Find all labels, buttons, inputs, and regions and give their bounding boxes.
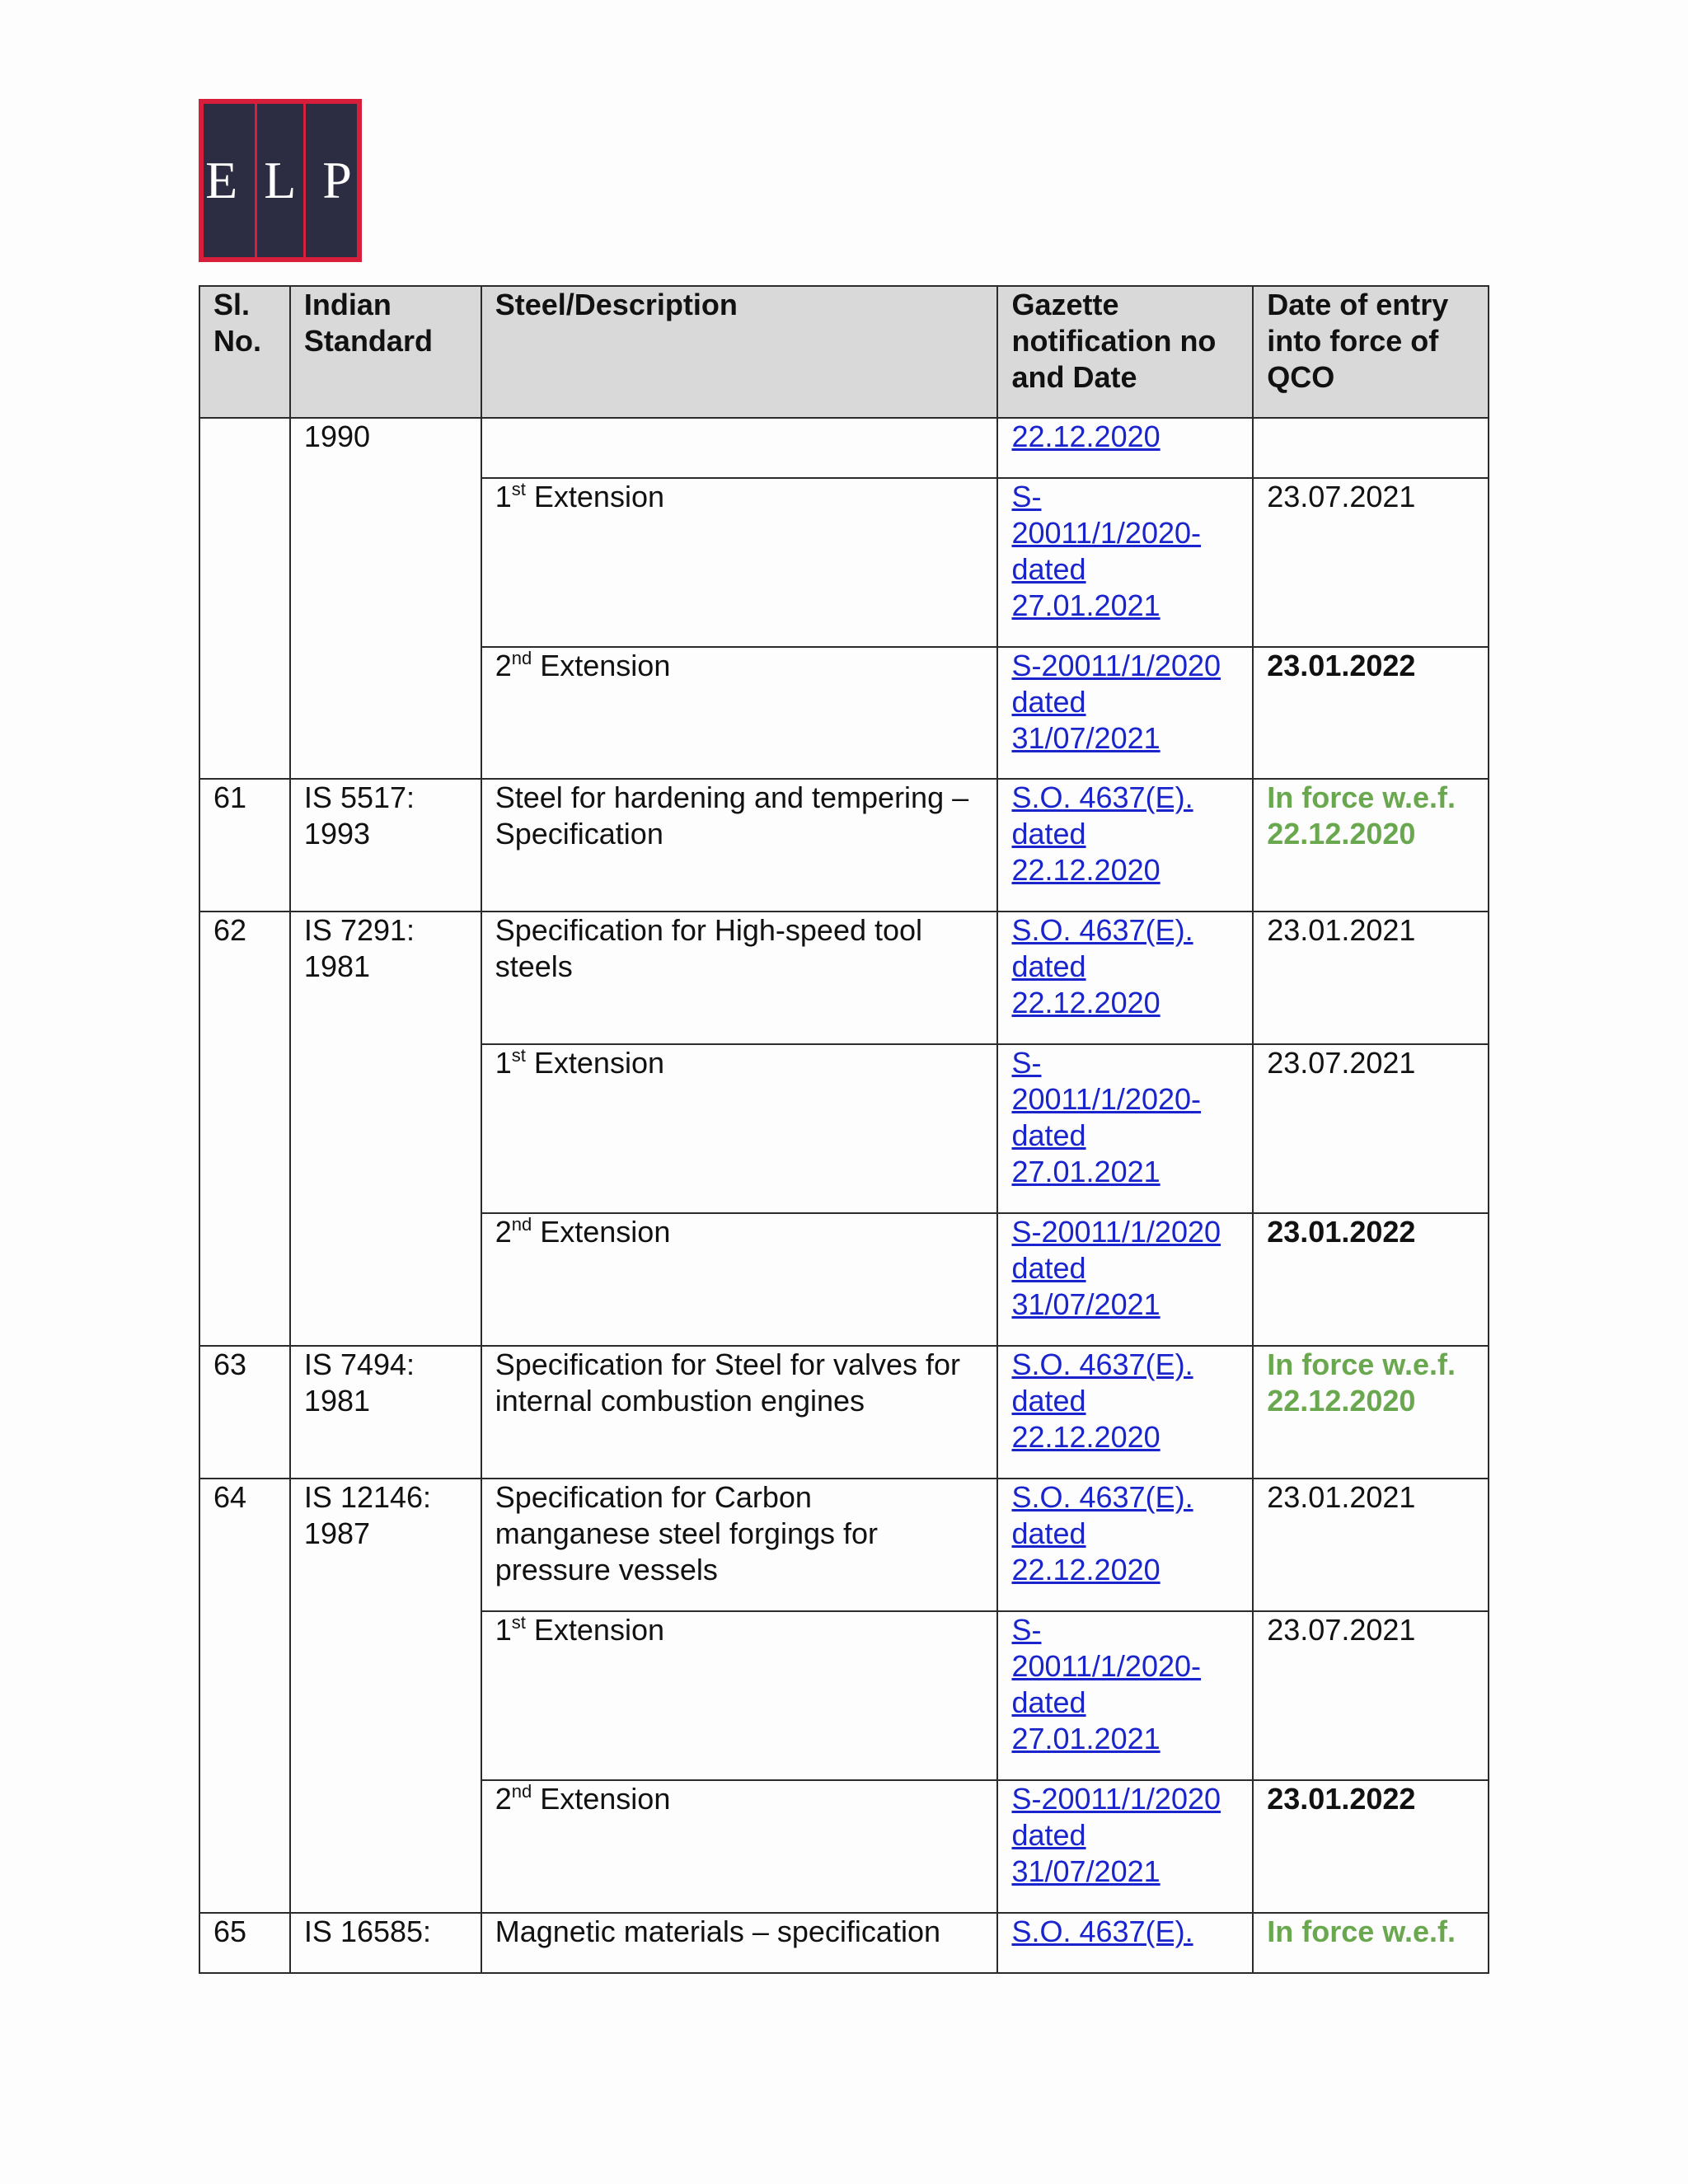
gazette-cell xyxy=(997,1780,1253,1913)
gazette-cell xyxy=(997,1346,1253,1479)
gazette-cell xyxy=(997,418,1253,478)
entry-cell: 23.07.2021 xyxy=(1253,1044,1489,1213)
header-gazette: Gazette notification no and Date xyxy=(997,286,1253,418)
logo-letter: L xyxy=(264,151,300,209)
gazette-link[interactable]: S.O. 4637(E). xyxy=(1011,1915,1193,1948)
entry-cell: In force w.e.f. 22.12.2020 xyxy=(1253,1346,1489,1479)
gazette-cell xyxy=(997,1213,1253,1346)
logo-divider xyxy=(303,104,306,257)
table-row xyxy=(199,1479,1489,1611)
sl-cell: 64 xyxy=(199,1479,290,1913)
gazette-link[interactable]: S-20011/1/2020 dated 31/07/2021 xyxy=(1011,1215,1221,1321)
header-description: Steel/Description xyxy=(481,286,998,418)
sl-cell: 61 xyxy=(199,779,290,912)
entry-cell xyxy=(1253,418,1489,478)
gazette-link[interactable]: S-20011/1/2020 dated 31/07/2021 xyxy=(1011,649,1221,755)
entry-cell: 23.01.2022 xyxy=(1253,1780,1489,1913)
standard-cell: IS 7494: 1981 xyxy=(290,1346,481,1479)
gazette-cell xyxy=(997,478,1253,647)
sl-cell xyxy=(199,418,290,779)
sl-cell: 62 xyxy=(199,912,290,1346)
entry-cell: In force w.e.f. 22.12.2020 xyxy=(1253,779,1489,912)
entry-cell: 23.01.2022 xyxy=(1253,647,1489,779)
entry-cell: In force w.e.f. xyxy=(1253,1913,1489,1973)
gazette-cell xyxy=(997,912,1253,1044)
gazette-cell xyxy=(997,1913,1253,1973)
description-cell: 2nd Extension xyxy=(481,1213,998,1346)
entry-cell: 23.01.2021 xyxy=(1253,912,1489,1044)
standard-cell: IS 5517: 1993 xyxy=(290,779,481,912)
gazette-cell xyxy=(997,1044,1253,1213)
qco-table xyxy=(199,285,1489,1974)
logo-letter: E xyxy=(205,151,241,209)
gazette-link[interactable]: S- 20011/1/2020- dated 27.01.2021 xyxy=(1011,1613,1202,1755)
description-cell: 1st Extension xyxy=(481,1611,998,1780)
table-row xyxy=(199,779,1489,912)
elp-logo xyxy=(199,99,362,262)
sl-cell: 63 xyxy=(199,1346,290,1479)
description-cell: Specification for High-speed tool steels xyxy=(481,912,998,1044)
gazette-cell xyxy=(997,1479,1253,1611)
gazette-cell xyxy=(997,779,1253,912)
logo-letter: P xyxy=(322,151,355,209)
description-cell: 2nd Extension xyxy=(481,1780,998,1913)
standard-cell: 1990 xyxy=(290,418,481,779)
description-cell: 2nd Extension xyxy=(481,647,998,779)
gazette-link[interactable]: S- 20011/1/2020- dated 27.01.2021 xyxy=(1011,480,1202,622)
gazette-link[interactable]: S-20011/1/2020 dated 31/07/2021 xyxy=(1011,1782,1221,1888)
description-cell xyxy=(481,418,998,478)
header-sl-no: Sl. No. xyxy=(199,286,290,418)
logo-text xyxy=(205,150,355,211)
gazette-link[interactable]: S- 20011/1/2020- dated 27.01.2021 xyxy=(1011,1046,1202,1188)
gazette-link[interactable]: S.O. 4637(E). dated 22.12.2020 xyxy=(1011,780,1193,887)
table-row xyxy=(199,1913,1489,1973)
description-cell: 1st Extension xyxy=(481,1044,998,1213)
gazette-cell xyxy=(997,1611,1253,1780)
logo-divider xyxy=(255,104,257,257)
description-cell: Specification for Steel for valves for internal combustion engines xyxy=(481,1346,998,1479)
description-cell: 1st Extension xyxy=(481,478,998,647)
table-row xyxy=(199,1346,1489,1479)
table-row xyxy=(199,418,1489,478)
sl-cell: 65 xyxy=(199,1913,290,1973)
standard-cell: IS 7291: 1981 xyxy=(290,912,481,1346)
gazette-link[interactable]: S.O. 4637(E). dated 22.12.2020 xyxy=(1011,1347,1193,1454)
standard-cell: IS 16585: xyxy=(290,1913,481,1973)
entry-cell: 23.01.2021 xyxy=(1253,1479,1489,1611)
table-header-row xyxy=(199,286,1489,418)
entry-cell: 23.01.2022 xyxy=(1253,1213,1489,1346)
header-entry-date: Date of entry into force of QCO xyxy=(1253,286,1489,418)
header-indian-standard: Indian Standard xyxy=(290,286,481,418)
gazette-link[interactable]: S.O. 4637(E). dated 22.12.2020 xyxy=(1011,913,1193,1019)
entry-cell: 23.07.2021 xyxy=(1253,1611,1489,1780)
description-cell: Steel for hardening and tempering – Specification xyxy=(481,779,998,912)
gazette-link[interactable]: 22.12.2020 xyxy=(1011,419,1160,453)
description-cell: Specification for Carbon manganese steel forgings for pressure vessels xyxy=(481,1479,998,1611)
table-row xyxy=(199,912,1489,1044)
gazette-cell xyxy=(997,647,1253,779)
gazette-link[interactable]: S.O. 4637(E). dated 22.12.2020 xyxy=(1011,1480,1193,1586)
standard-cell: IS 12146: 1987 xyxy=(290,1479,481,1913)
entry-cell: 23.07.2021 xyxy=(1253,478,1489,647)
logo-panel xyxy=(204,104,357,257)
description-cell: Magnetic materials – specification xyxy=(481,1913,998,1973)
